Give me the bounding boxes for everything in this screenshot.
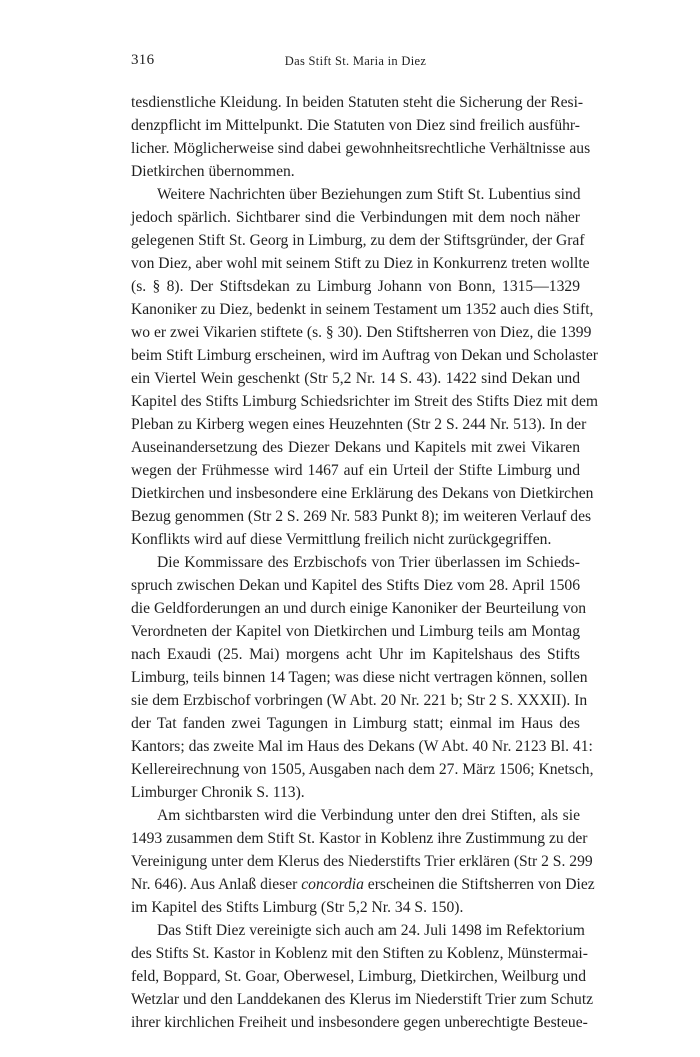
text-segment: erscheinen die Stiftsherren von Diez	[367, 876, 595, 893]
text-line: Kantors; das zweite Mal im Haus des Dekans (W Abt. 40 Nr. 2123 Bl. 41:	[131, 738, 593, 755]
text-line: tesdienstliche Kleidung. In beiden Statuten steht die Sicherung der Resi-	[131, 94, 584, 111]
text-line: beim Stift Limburg erscheinen, wird im Auftrag von Dekan und Scholaster	[131, 347, 598, 364]
text-line: Dietkirchen und insbesondere eine Erklärung des Dekans von Dietkirchen	[131, 485, 594, 502]
page-number: 316	[131, 52, 155, 68]
text-line: Wetzlar und den Landdekanen des Klerus im Niederstift Trier zum Schutz	[131, 991, 594, 1008]
text-line: ein Viertel Wein geschenkt (Str 5,2 Nr. 14 S. 43). 1422 sind Dekan und	[131, 370, 580, 387]
text-line: nach Exaudi (25. Mai) morgens acht Uhr im Kapitelshaus des Stifts	[131, 646, 580, 663]
italic-term: concordia	[301, 876, 364, 893]
page-header	[131, 52, 580, 72]
text-line: 1493 zusammen dem Stift St. Kastor in Koblenz ihre Zustimmung zu der	[131, 830, 588, 847]
text-line: der Tat fanden zwei Tagungen in Limburg statt; einmal im Haus des	[131, 715, 580, 732]
text-line: Limburg, teils binnen 14 Tagen; was diese nicht vertragen können, sollen	[131, 669, 588, 686]
text-line: Am sichtbarsten wird die Verbindung unter den drei Stiften, als sie	[157, 807, 580, 824]
text-line: ihrer kirchlichen Freiheit und insbesondere gegen unberechtigte Besteue-	[131, 1014, 588, 1031]
text-line: denzpflicht im Mittelpunkt. Die Statuten von Diez sind freilich ausführ-	[131, 117, 580, 134]
text-line: spruch zwischen Dekan und Kapitel des Stifts Diez vom 28. April 1506	[131, 577, 580, 594]
text-line: Verordneten der Kapitel von Dietkirchen und Limburg teils am Montag	[131, 623, 580, 640]
text-line: im Kapitel des Stifts Limburg (Str 5,2 Nr. 34 S. 150).	[131, 899, 464, 916]
text-line: Das Stift Diez vereinigte sich auch am 24. Juli 1498 im Refektorium	[157, 922, 585, 939]
text-segment: Nr. 646). Aus Anlaß dieser	[131, 876, 298, 893]
text-line: (s. § 8). Der Stiftsdekan zu Limburg Johann von Bonn, 1315—1329	[131, 278, 580, 295]
text-line: jedoch spärlich. Sichtbarer sind die Verbindungen mit dem noch näher	[131, 209, 580, 226]
text-line: wegen der Frühmesse wird 1467 auf ein Urteil der Stifte Limburg und	[131, 462, 580, 479]
text-line: des Stifts St. Kastor in Koblenz mit den Stiften zu Koblenz, Münstermai-	[131, 945, 588, 962]
text-line: Limburger Chronik S. 113).	[131, 784, 305, 801]
text-line: Dietkirchen übernommen.	[131, 163, 295, 180]
text-line: von Diez, aber wohl mit seinem Stift zu Diez in Konkurrenz treten wollte	[131, 255, 590, 272]
text-line: Pleban zu Kirberg wegen eines Heuzehnten (Str 2 S. 244 Nr. 513). In der	[131, 416, 587, 433]
text-line: Weitere Nachrichten über Beziehungen zum Stift St. Lubentius sind	[157, 186, 581, 203]
text-line: Auseinandersetzung des Diezer Dekans und Kapitels mit zwei Vikaren	[131, 439, 580, 456]
text-line: Kellereirechnung von 1505, Ausgaben nach dem 27. März 1506; Knetsch,	[131, 761, 594, 778]
text-line: sie dem Erzbischof vorbringen (W Abt. 20 Nr. 221 b; Str 2 S. XXXII). In	[131, 692, 588, 709]
text-line: Die Kommissare des Erzbischofs von Trier überlassen im Schieds-	[157, 554, 580, 571]
text-line: wo er zwei Vikarien stiftete (s. § 30). Den Stiftsherren von Diez, die 1399	[131, 324, 592, 341]
text-line: Kanoniker zu Diez, bedenkt in seinem Testament um 1352 auch dies Stift,	[131, 301, 594, 318]
running-title: Das Stift St. Maria in Diez	[284, 54, 427, 68]
text-line: Vereinigung unter dem Klerus des Niederstifts Trier erklären (Str 2 S. 299	[131, 853, 593, 870]
text-line: Kapitel des Stifts Limburg Schiedsrichter im Streit des Stifts Diez mit dem	[131, 393, 599, 410]
text-line: gelegenen Stift St. Georg in Limburg, zu dem der Stiftsgründer, der Graf	[131, 232, 585, 249]
text-line: Bezug genommen (Str 2 S. 269 Nr. 583 Punkt 8); im weiteren Verlauf des	[131, 508, 592, 525]
text-line: feld, Boppard, St. Goar, Oberwesel, Limburg, Dietkirchen, Weilburg und	[131, 968, 587, 985]
text-line: Konflikts wird auf diese Vermittlung freilich nicht zurückgegriffen.	[131, 531, 552, 548]
text-line: licher. Möglicherweise sind dabei gewohnheitsrechtliche Verhältnisse aus	[131, 140, 591, 157]
text-line	[131, 873, 595, 896]
body-text	[131, 91, 599, 1034]
text-line: die Geldforderungen an und durch einige Kanoniker der Beurteilung von	[131, 600, 587, 617]
